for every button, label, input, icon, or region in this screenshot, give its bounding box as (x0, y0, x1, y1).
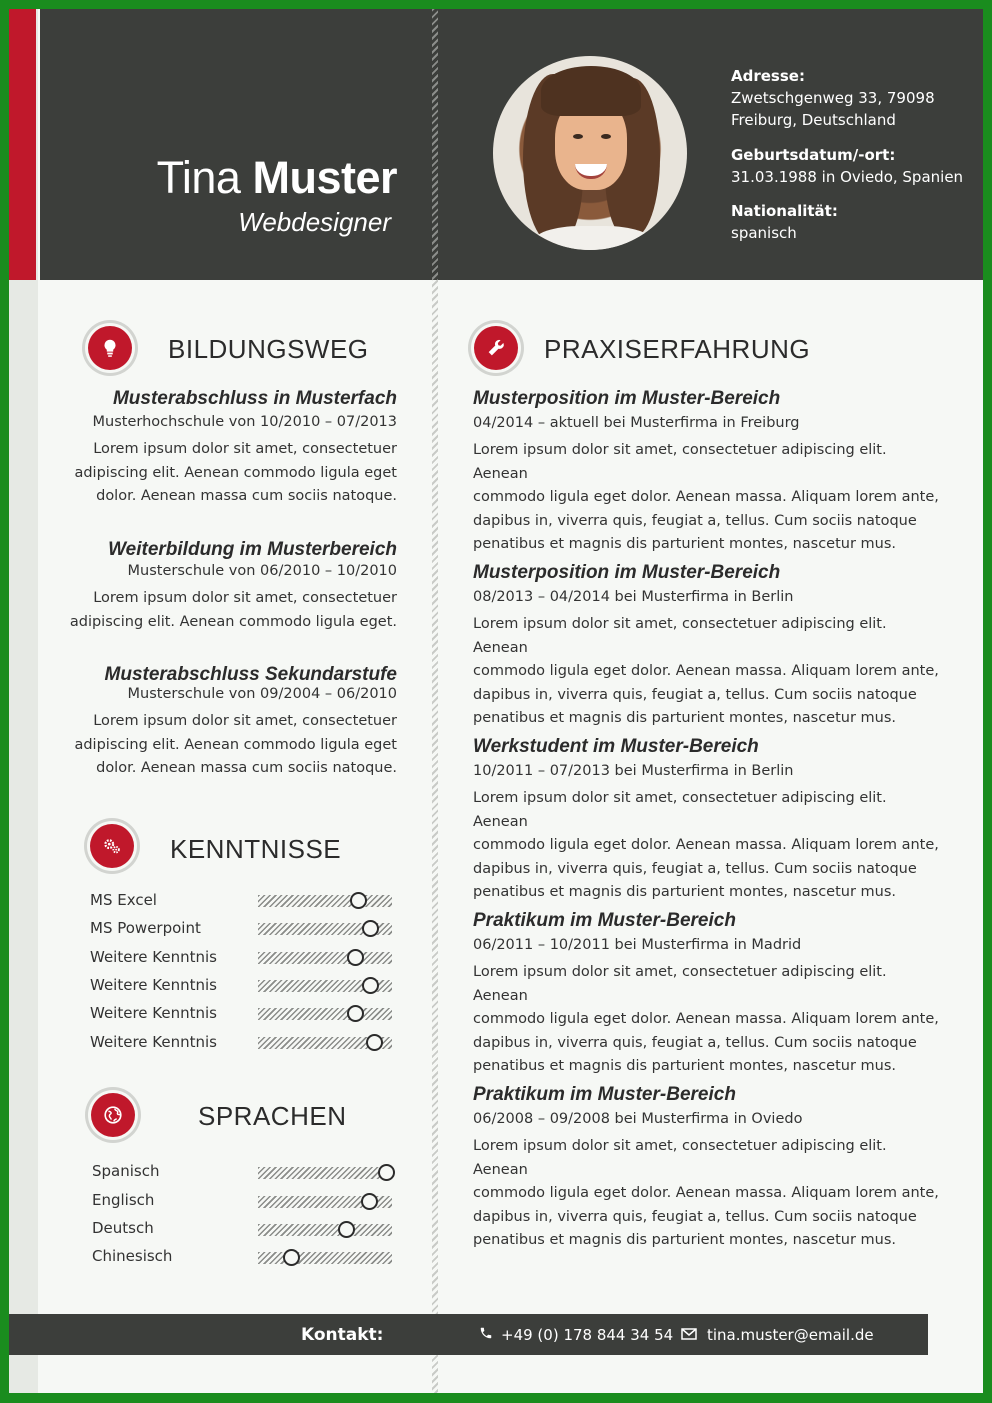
education-entry (67, 664, 397, 781)
entry-subtitle: Musterschule von 09/2004 – 06/2010 (127, 686, 397, 702)
text-line: dolor. Aenean massa cum sociis natoque. (96, 488, 397, 504)
entry-subtitle: 06/2011 – 10/2011 bei Musterfirma in Madrid (473, 937, 802, 953)
experience-title: PRAXISERFAHRUNG (544, 334, 811, 364)
language-label: Chinesisch (92, 1247, 173, 1265)
text-line: adipiscing elit. Aenean commodo ligula eget (74, 464, 397, 481)
email-address: tina.muster@email.de (707, 1326, 874, 1344)
text-line: dapibus in, viverra quis, feugiat a, tellus. Cum sociis natoque (473, 686, 917, 703)
entry-subtitle: Musterschule von 06/2010 – 10/2010 (127, 563, 397, 579)
language-label: Spanisch (92, 1162, 160, 1180)
skill-level-knob (362, 920, 379, 937)
language-label: Deutsch (92, 1219, 154, 1237)
cv-page (9, 9, 983, 1393)
text-line: penatibus et magnis dis parturient montes, nascetur mus. (473, 1232, 897, 1248)
entry-description (473, 1135, 943, 1253)
language-level-track (258, 1196, 392, 1208)
first-name: Tina (156, 152, 241, 203)
profile-photo (493, 56, 687, 250)
phone-number: +49 (0) 178 844 34 54 (501, 1326, 674, 1344)
envelope-icon (681, 1326, 697, 1344)
text-line: commodo ligula eget dolor. Aenean massa. Aliquam lorem ante, (473, 489, 939, 505)
info-label: Adresse: (731, 67, 805, 85)
text-line: penatibus et magnis dis parturient montes, nascetur mus. (473, 884, 897, 900)
text-line: Lorem ipsum dolor sit amet, consectetuer adipiscing elit. Aenean (473, 964, 887, 1004)
entry-subtitle: Musterhochschule von 10/2010 – 07/2013 (92, 414, 397, 430)
skill-label: Weitere Kenntnis (90, 976, 217, 994)
text-line: dapibus in, viverra quis, feugiat a, tellus. Cum sociis natoque (473, 1208, 917, 1225)
last-name: Muster (252, 152, 397, 203)
text-line: Lorem ipsum dolor sit amet, consectetuer (93, 590, 397, 606)
contact-email[interactable] (681, 1326, 874, 1344)
skill-level-knob (347, 1005, 364, 1022)
entry-description (473, 613, 943, 731)
entry-title: Musterposition im Muster-Bereich (473, 388, 781, 409)
language-level-knob (361, 1193, 378, 1210)
globe-icon (91, 1093, 135, 1137)
entry-title: Praktikum im Muster-Bereich (473, 1084, 736, 1105)
skill-level-knob (366, 1034, 383, 1051)
entry-title: Werkstudent im Muster-Bereich (473, 736, 759, 757)
experience-entry (473, 910, 943, 1079)
language-level-knob (378, 1164, 395, 1181)
entry-title: Weiterbildung im Musterbereich (108, 539, 397, 560)
text-line: penatibus et magnis dis parturient montes, nascetur mus. (473, 710, 897, 726)
text-line: Lorem ipsum dolor sit amet, consectetuer adipiscing elit. Aenean (473, 616, 887, 656)
entry-subtitle: 10/2011 – 07/2013 bei Musterfirma in Berlin (473, 763, 794, 779)
entry-title: Musterposition im Muster-Bereich (473, 562, 781, 583)
text-line: dolor. Aenean massa cum sociis natoque. (96, 760, 397, 776)
info-label: Nationalität: (731, 202, 838, 220)
info-value: Zwetschgenweg 33, 79098 (731, 89, 935, 107)
accent-bar (9, 9, 36, 280)
contact-phone[interactable] (479, 1326, 673, 1344)
text-line: dapibus in, viverra quis, feugiat a, tellus. Cum sociis natoque (473, 860, 917, 877)
entry-subtitle: 08/2013 – 04/2014 bei Musterfirma in Berlin (473, 589, 794, 605)
text-line: Lorem ipsum dolor sit amet, consectetuer adipiscing elit. Aenean (473, 790, 887, 830)
language-level-track (258, 1252, 392, 1264)
skill-level-track (258, 895, 392, 907)
entry-description (473, 439, 943, 557)
skills-title: KENNTNISSE (170, 834, 342, 864)
experience-entry (473, 1084, 943, 1253)
experience-entry (473, 736, 943, 905)
person-name (156, 152, 397, 203)
text-line: dapibus in, viverra quis, feugiat a, tellus. Cum sociis natoque (473, 1034, 917, 1051)
text-line: Lorem ipsum dolor sit amet, consectetuer (93, 441, 397, 457)
entry-description (473, 787, 943, 905)
skill-level-knob (350, 892, 367, 909)
info-birth (731, 144, 963, 188)
experience-entry (473, 562, 943, 731)
experience-entry (473, 388, 943, 557)
info-address (731, 65, 935, 131)
text-line: commodo ligula eget dolor. Aenean massa. Aliquam lorem ante, (473, 663, 939, 679)
entry-description (67, 438, 397, 509)
text-line: penatibus et magnis dis parturient montes, nascetur mus. (473, 536, 897, 552)
language-label: Englisch (92, 1191, 155, 1209)
info-value: spanisch (731, 224, 797, 242)
skill-level-track (258, 923, 392, 935)
skill-label: MS Powerpoint (90, 919, 201, 937)
skill-level-knob (347, 949, 364, 966)
entry-description (67, 710, 397, 781)
info-nationality (731, 200, 838, 244)
language-level-knob (283, 1249, 300, 1266)
info-label: Geburtsdatum/-ort: (731, 146, 896, 164)
text-line: Lorem ipsum dolor sit amet, consectetuer adipiscing elit. Aenean (473, 442, 887, 482)
language-level-knob (338, 1221, 355, 1238)
info-value: Freiburg, Deutschland (731, 111, 896, 129)
entry-subtitle: 04/2014 – aktuell bei Musterfirma in Freiburg (473, 415, 800, 431)
skill-level-track (258, 1008, 392, 1020)
languages-title: SPRACHEN (198, 1101, 347, 1131)
text-line: commodo ligula eget dolor. Aenean massa. Aliquam lorem ante, (473, 1011, 939, 1027)
info-value: 31.03.1988 in Oviedo, Spanien (731, 168, 964, 186)
entry-title: Musterabschluss in Musterfach (112, 388, 397, 409)
wrench-icon (474, 326, 518, 370)
text-line: commodo ligula eget dolor. Aenean massa. Aliquam lorem ante, (473, 837, 939, 853)
text-line: adipiscing elit. Aenean commodo ligula eget. (69, 613, 397, 630)
entry-description (67, 587, 397, 634)
entry-description (473, 961, 943, 1079)
phone-icon (479, 1326, 493, 1344)
skill-label: Weitere Kenntnis (90, 1004, 217, 1022)
text-line: Lorem ipsum dolor sit amet, consectetuer (93, 713, 397, 729)
education-entry (67, 388, 397, 509)
text-line: Lorem ipsum dolor sit amet, consectetuer adipiscing elit. Aenean (473, 1138, 887, 1178)
entry-title: Musterabschluss Sekundarstufe (104, 664, 397, 685)
entry-title: Praktikum im Muster-Bereich (473, 910, 736, 931)
job-title: Webdesigner (238, 207, 391, 237)
skill-level-track (258, 980, 392, 992)
contact-label: Kontakt: (301, 1325, 384, 1345)
education-entry (67, 539, 397, 634)
education-title: BILDUNGSWEG (168, 334, 369, 364)
text-line: penatibus et magnis dis parturient montes, nascetur mus. (473, 1058, 897, 1074)
header-divider (432, 9, 438, 280)
language-level-track (258, 1224, 392, 1236)
text-line: adipiscing elit. Aenean commodo ligula eget (74, 736, 397, 753)
skill-label: MS Excel (90, 891, 157, 909)
gears-icon (90, 824, 134, 868)
skill-level-track (258, 1037, 392, 1049)
lightbulb-icon (88, 326, 132, 370)
language-level-track (258, 1167, 392, 1179)
skill-level-knob (362, 977, 379, 994)
skill-level-track (258, 952, 392, 964)
text-line: commodo ligula eget dolor. Aenean massa. Aliquam lorem ante, (473, 1185, 939, 1201)
skill-label: Weitere Kenntnis (90, 1033, 217, 1051)
entry-subtitle: 06/2008 – 09/2008 bei Musterfirma in Oviedo (473, 1111, 803, 1127)
skill-label: Weitere Kenntnis (90, 948, 217, 966)
text-line: dapibus in, viverra quis, feugiat a, tellus. Cum sociis natoque (473, 512, 917, 529)
